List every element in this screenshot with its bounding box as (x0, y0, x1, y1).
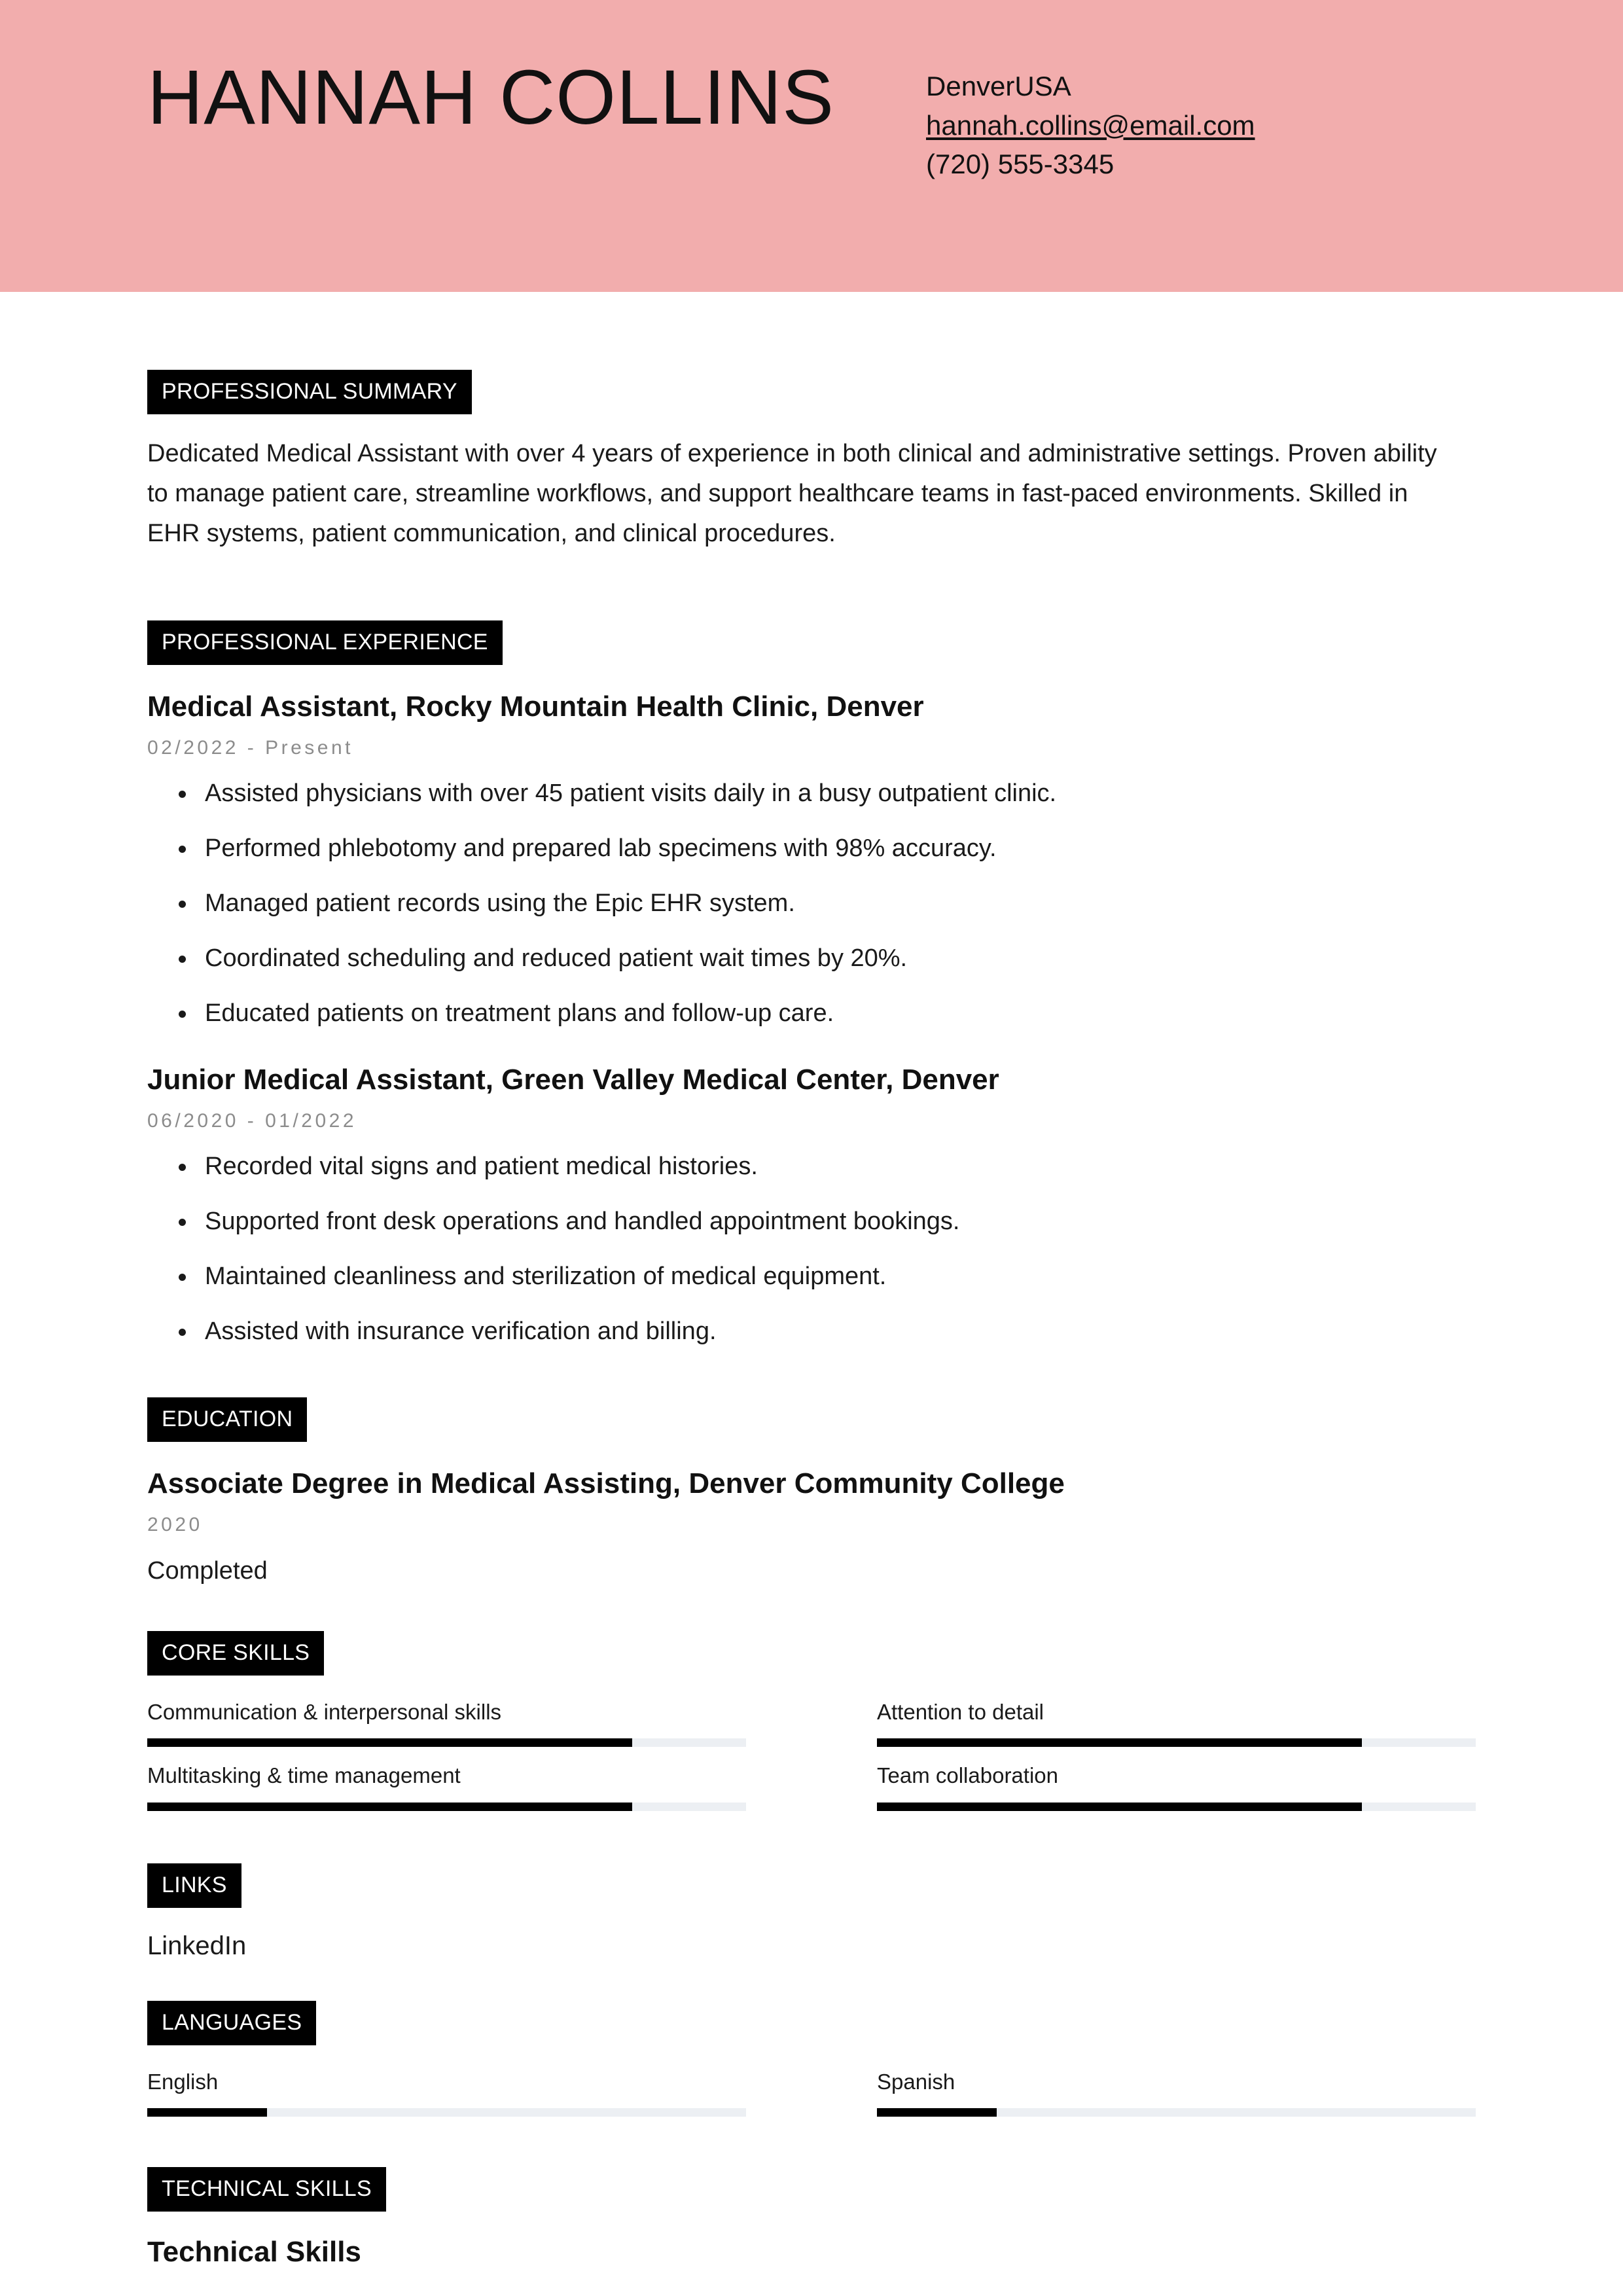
core-skill-fill (147, 1738, 632, 1747)
experience-entry (147, 689, 1476, 1032)
core-skill-track (877, 1738, 1476, 1747)
core-skill-item (877, 1761, 1476, 1811)
language-item (877, 2068, 1476, 2117)
section-heading-professional-summary: PROFESSIONAL SUMMARY (147, 370, 472, 414)
technical-skills-title: Technical Skills (147, 2236, 361, 2269)
language-fill (877, 2108, 997, 2117)
section-heading-professional-experience: PROFESSIONAL EXPERIENCE (147, 620, 503, 665)
section-heading-core-skills: CORE SKILLS (147, 1631, 324, 1676)
section-heading-education: EDUCATION (147, 1397, 307, 1442)
language-item (147, 2068, 746, 2117)
education-entry (147, 1465, 1476, 1588)
core-skill-label: Attention to detail (877, 1699, 1044, 1724)
list-item: Educated patients on treatment plans and follow-up care. (205, 994, 1476, 1033)
job-title: Medical Assistant, Rocky Mountain Health Clinic, Denver (147, 691, 924, 723)
resume-header (0, 0, 1623, 292)
section-heading-technical-skills: TECHNICAL SKILLS (147, 2167, 386, 2212)
core-skill-track (877, 1803, 1476, 1811)
page-title: HANNAH COLLINS (147, 54, 835, 141)
list-item: Coordinated scheduling and reduced patient wait times by 20%. (205, 939, 1476, 978)
core-skill-fill (877, 1803, 1362, 1811)
section-heading-links: LINKS (147, 1863, 241, 1908)
core-skill-track (147, 1738, 746, 1747)
language-label: English (147, 2069, 219, 2094)
language-label: Spanish (877, 2069, 955, 2094)
core-skills-grid (147, 1698, 1476, 1825)
job-title: Junior Medical Assistant, Green Valley Medical Center, Denver (147, 1063, 999, 1096)
core-skill-item (147, 1761, 746, 1811)
language-track (147, 2108, 746, 2117)
list-item: Maintained cleanliness and sterilization of medical equipment. (205, 1257, 1476, 1296)
section-core-skills (147, 1589, 1476, 1825)
job-date: 02/2022 - Present (147, 737, 353, 759)
section-professional-experience (147, 578, 1476, 1350)
contact-email[interactable]: hannah.collins@email.com (926, 109, 1255, 141)
core-skill-item (147, 1698, 746, 1748)
experience-entry (147, 1062, 1476, 1351)
education-status: Completed (147, 1557, 268, 1585)
contact-location: DenverUSA (926, 71, 1071, 101)
education-date: 2020 (147, 1514, 203, 1536)
job-bullet-list (147, 774, 1476, 1032)
job-bullet-list (147, 1147, 1476, 1351)
section-education (147, 1350, 1476, 1588)
core-skill-fill (877, 1738, 1362, 1747)
list-item: Performed phlebotomy and prepared lab specimens with 98% accuracy. (205, 829, 1476, 868)
section-professional-summary (147, 292, 1476, 553)
core-skill-label: Communication & interpersonal skills (147, 1699, 502, 1724)
core-skill-label: Multitasking & time management (147, 1763, 461, 1788)
section-links (147, 1825, 1476, 1964)
language-track (877, 2108, 1476, 2117)
core-skill-label: Team collaboration (877, 1763, 1058, 1788)
resume-body (0, 292, 1623, 2270)
languages-grid (147, 2068, 1476, 2132)
list-item: Assisted physicians with over 45 patient visits daily in a busy outpatient clinic. (205, 774, 1476, 813)
section-heading-languages: LANGUAGES (147, 2001, 316, 2045)
education-title: Associate Degree in Medical Assisting, Denver Community College (147, 1467, 1065, 1500)
link-item-linkedin[interactable]: LinkedIn (147, 1931, 247, 1960)
list-item: Assisted with insurance verification and billing. (205, 1312, 1476, 1351)
core-skill-item (877, 1698, 1476, 1748)
contact-block (926, 67, 1476, 184)
list-item: Managed patient records using the Epic EHR system. (205, 884, 1476, 923)
contact-phone: (720) 555-3345 (926, 149, 1115, 180)
job-date: 06/2020 - 01/2022 (147, 1109, 357, 1132)
core-skill-fill (147, 1803, 632, 1811)
professional-summary-text: Dedicated Medical Assistant with over 4 years of experience in both clinical and administrative settings. Proven ability to manage patient care, streamline workflows, and support healthcare teams in fast-paced environments. Skilled in EHR systems, patient communication, and clinical procedures. (147, 440, 1437, 547)
section-languages (147, 1964, 1476, 2132)
list-item: Recorded vital signs and patient medical histories. (205, 1147, 1476, 1186)
section-technical-skills (147, 2131, 1476, 2270)
list-item: Supported front desk operations and handled appointment bookings. (205, 1202, 1476, 1241)
core-skill-track (147, 1803, 746, 1811)
language-fill (147, 2108, 267, 2117)
